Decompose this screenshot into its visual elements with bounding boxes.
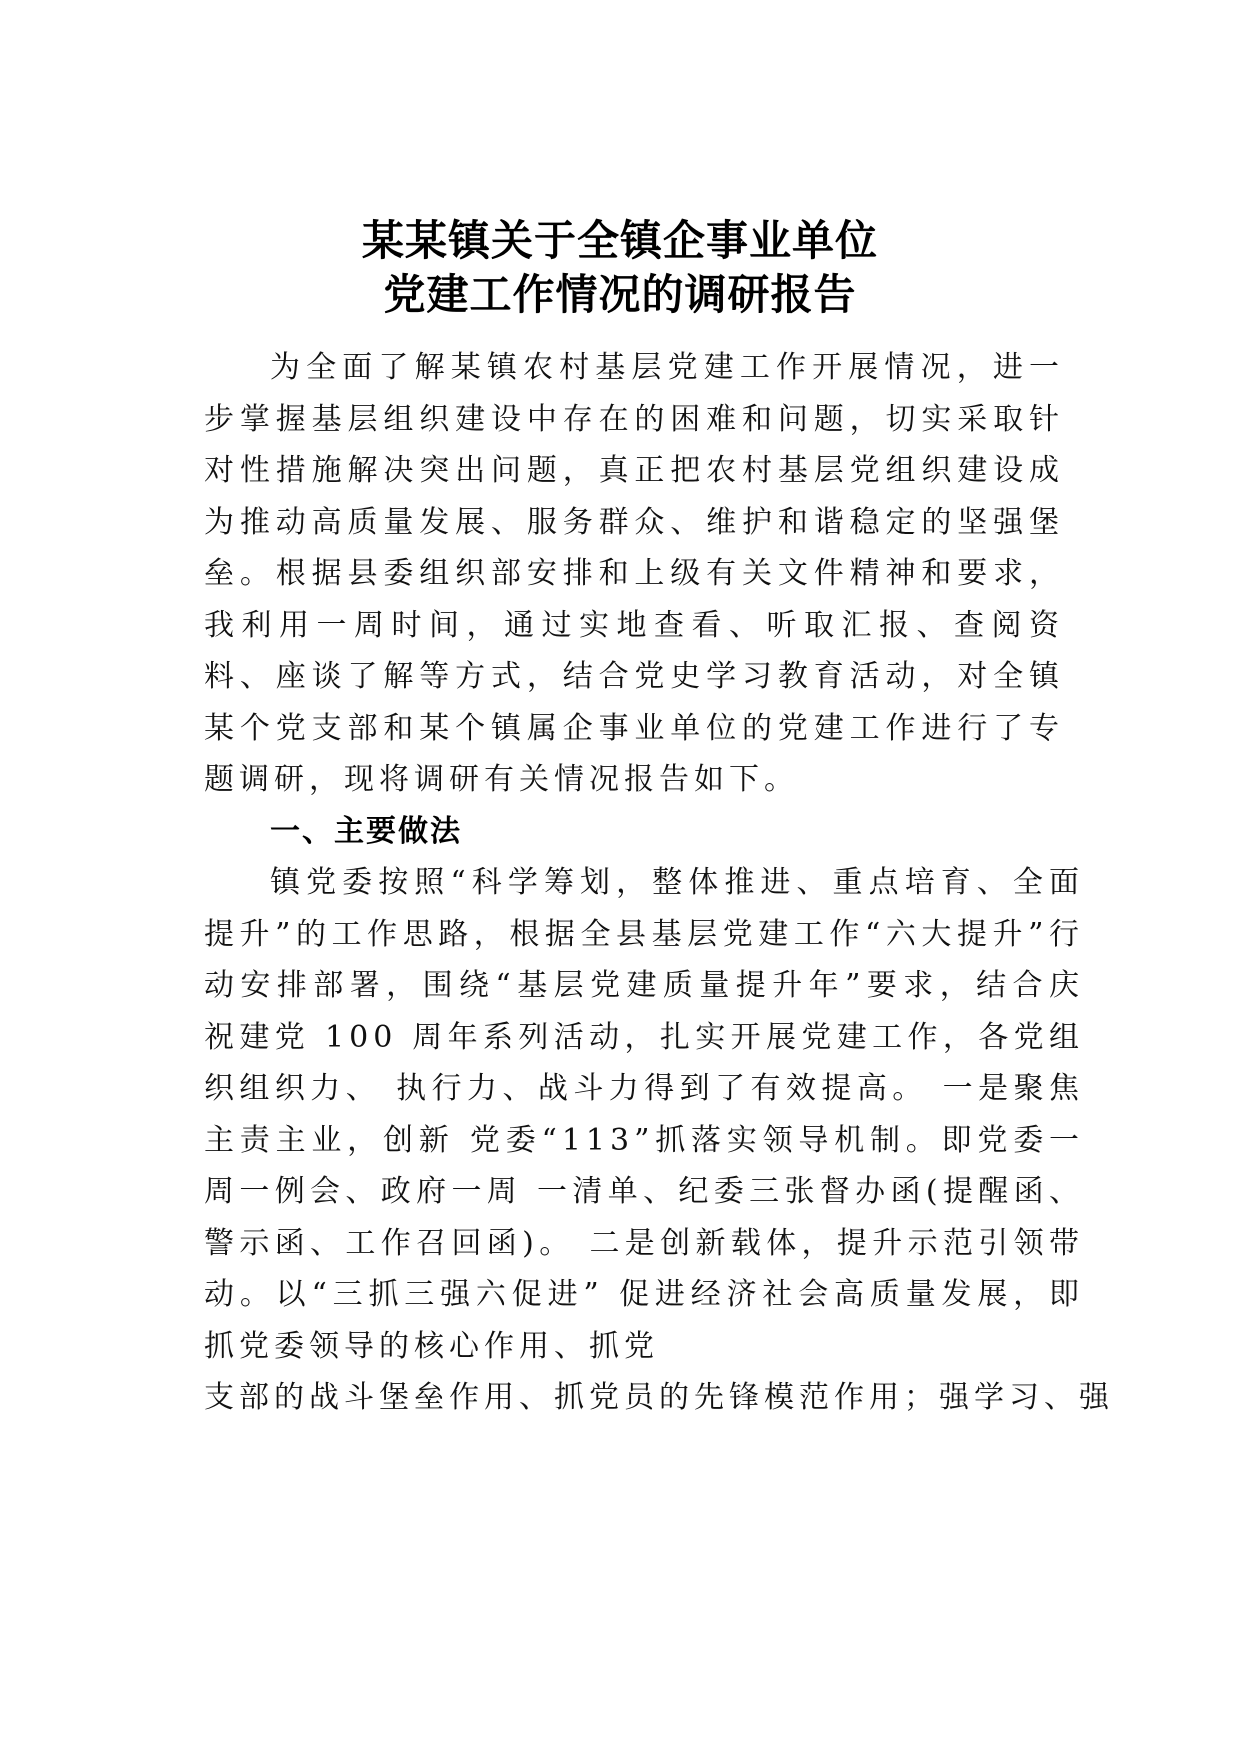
title-line-1: 某某镇关于全镇企事业单位 xyxy=(361,216,878,265)
section-paragraph: 镇党委按照“科学筹划，整体推进、重点培育、全面提升”的工作思路，根据全县基层党建工作“六大提升”行动安排部署，围绕“基层党建质量提升年”要求，结合庆祝建党 100 周年系列活动，扎实开展党建工作，各党组织组织力、 执行力、战斗力得到了有效提高。 一是聚焦主责主业，创新 党委“113”抓落实领导机制。即党委一周一例会、政府一周 一清单、纪委三张督办函(提醒函、警示函、工作召回函)。 二是创新载体，提升示范引领带动。以“三抓三强六促进” 促进经济社会高质量发展，即抓党委领导的核心作用、抓党 xyxy=(204,865,1084,1364)
section-paragraph-continuation: 支部的战斗堡垒作用、抓党员的先锋模范作用；强学习、强 xyxy=(204,1380,1114,1415)
title-line-2: 党建工作情况的调研报告 xyxy=(383,270,857,319)
document-title xyxy=(0,214,1240,322)
document-body xyxy=(204,342,1114,1424)
section-heading: 一、主要做法 xyxy=(270,813,462,849)
intro-paragraph: 为全面了解某镇农村基层党建工作开展情况，进一步掌握基层组织建设中存在的困难和问题，切实采取针对性措施解决突出问题，真正把农村基层党组织建设成为推动高质量发展、服务群众、维护和谐稳定的坚强堡垒。根据县委组织部安排和上级有关文件精神和要求，我利用一周时间，通过实地查看、听取汇报、查阅资料、座谈了解等方式，结合党史学习教育活动，对全镇某个党支部和某个镇属企事业单位的党建工作进行了专题调研，现将调研有关情况报告如下。 xyxy=(204,350,1064,797)
